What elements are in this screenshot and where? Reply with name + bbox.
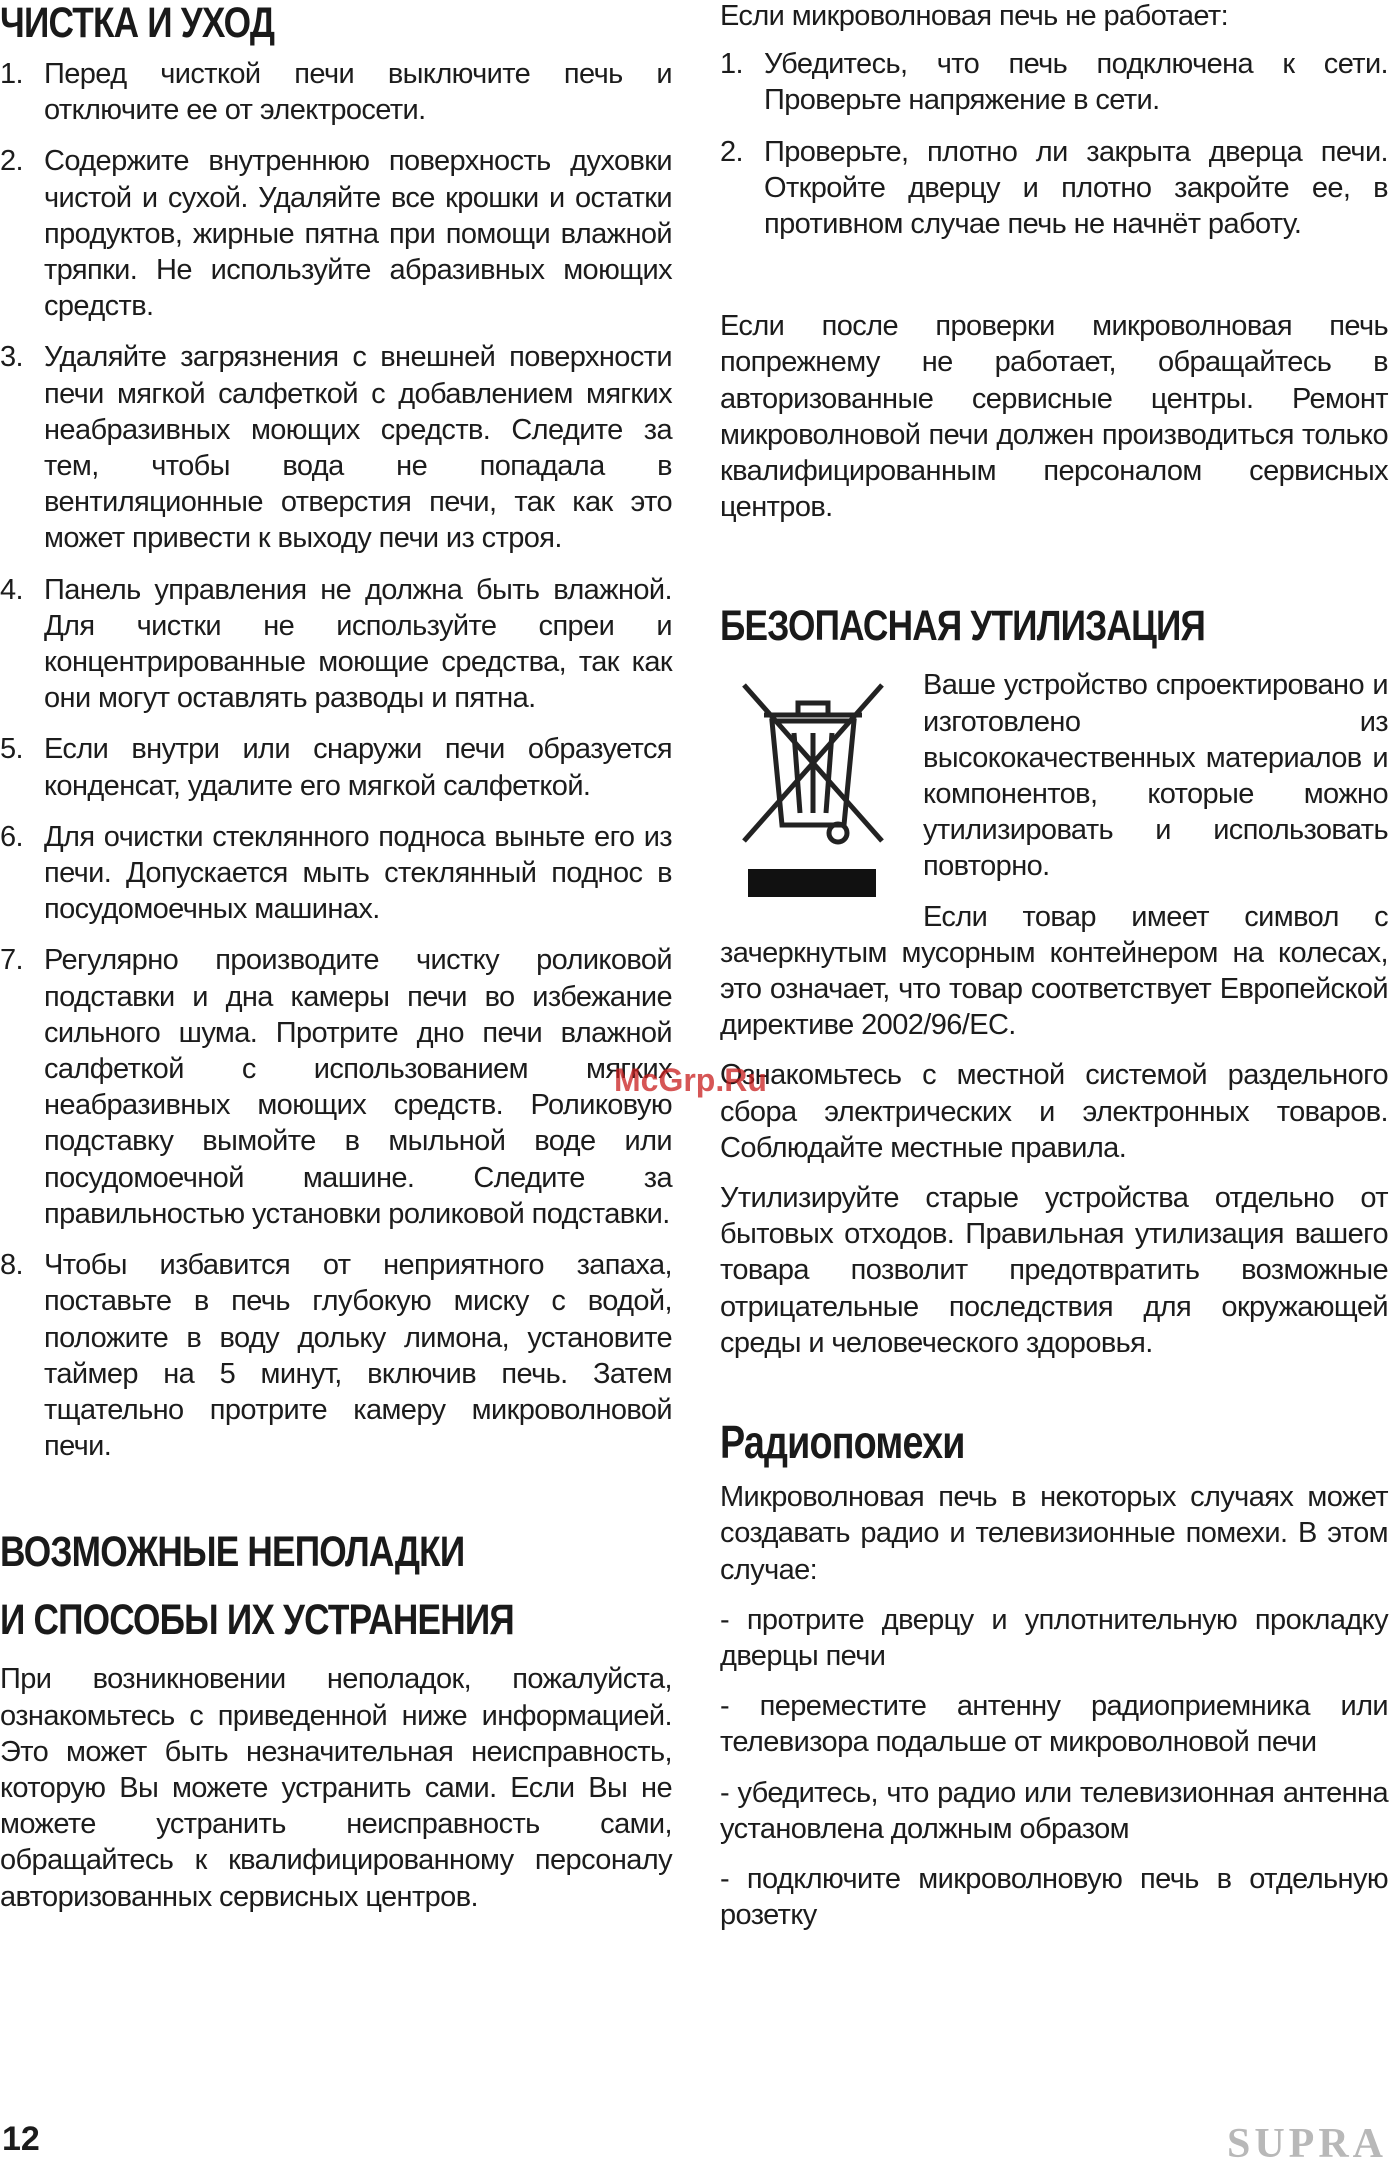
cleaning-heading: ЧИСТКА И УХОД xyxy=(0,0,275,47)
not-working-intro: Если микроволновая печь не работает: xyxy=(720,0,1229,32)
list-item: 8. Чтобы избавится от неприятного запаха, поставьте в печь глубокую миску с водой, положите в воду дольку лимона, установите таймер на 5 минут, включив печь. Затем тщательно протрите камеру микроволновой печи. xyxy=(0,1249,672,1463)
not-working-list xyxy=(720,46,1388,242)
cleaning-list xyxy=(0,56,672,1464)
disposal-paragraph-4: Утилизируйте старые устройства отдельно от бытовых отходов. Правильная утилизация вашего товара позволит предотвратить возможные отрицательные последствия для окружающей среды и человеческого здоровья. xyxy=(720,1182,1388,1359)
list-item: 4. Панель управления не должна быть влажной. Для чистки не используйте спреи и концентрированные моющие средства, так как они могут оставлять разводы и пятна. xyxy=(0,573,672,715)
radio-tip: - протрите дверцу и уплотнительную прокладку дверцы печи xyxy=(720,1603,1388,1672)
list-item: 7. Регулярно производите чистку роликовой подставки и дна камеры печи во избежание сильного шума. Протрите дно печи влажной салфеткой с использованием мягких неабразивных моющих средств. Роликовую подставку вымойте в мыльной воде или посудомоечной машине. Следите за правильностью установки роликовой подставки. xyxy=(0,944,672,1230)
brand-logo: SUPRA xyxy=(1226,2121,1387,2167)
left-column xyxy=(0,0,672,1915)
disposal-paragraph-2: Если товар имеет символ с зачеркнутым мусорным контейнером на колесах, это означает, что товар соответствует Европейской директиве 2002/96/ЕС. xyxy=(720,900,1388,1042)
troubleshooting-heading-line1: ВОЗМОЖНЫЕ НЕПОЛАДКИ xyxy=(0,1528,465,1577)
disposal-paragraph-3: Ознакомьтесь с местной системой раздельного сбора электрических и электронных товаров. Соблюдайте местные правила. xyxy=(720,1059,1388,1164)
list-item: 3. Удаляйте загрязнения с внешней поверхности печи мягкой салфеткой с добавлением мягких неабразивных моющих средств. Следите за тем, чтобы вода не попадала в вентиляционные отверстия печи, так как это может привести к выходу печи из строя. xyxy=(0,341,672,555)
radio-heading: Радиопомехи xyxy=(720,1416,965,1469)
right-column xyxy=(720,0,1388,1933)
disposal-paragraph-1: Ваше устройство спроектировано и изготовлено из высококачественных материалов и компонентов, которые можно утилизировать и использовать повторно. xyxy=(923,669,1388,883)
list-item: 1. Перед чисткой печи выключите печь и отключите ее от электросети. xyxy=(0,58,672,127)
crossed-bin-icon xyxy=(720,673,905,903)
list-item: 2. Проверьте, плотно ли закрыта дверца печи. Откройте дверцу и плотно закройте ее, в противном случае печь не начнёт работу. xyxy=(720,135,1388,241)
list-item: 2. Содержите внутреннюю поверхность духовки чистой и сухой. Удаляйте все крошки и остатки продуктов, жирные пятна при помощи влажной тряпки. Не используйте абразивных моющих средств. xyxy=(0,145,672,323)
list-item: 1. Убедитесь, что печь подключена к сети. Проверьте напряжение в сети. xyxy=(720,48,1388,117)
radio-tip: - переместите антенну радиоприемника или телевизора подальше от микроволновой печи xyxy=(720,1690,1388,1759)
radio-tip: - убедитесь, что радио или телевизионная антенна установлена должным образом xyxy=(720,1776,1388,1845)
disposal-heading: БЕЗОПАСНАЯ УТИЛИЗАЦИЯ xyxy=(720,602,1206,651)
radio-intro: Микроволновая печь в некоторых случаях может создавать радио и телевизионные помехи. В этом случае: xyxy=(720,1481,1388,1586)
list-item: 5. Если внутри или снаружи печи образуется конденсат, удалите его мягкой салфеткой. xyxy=(0,733,672,802)
watermark: McGrp.Ru xyxy=(614,1062,767,1098)
list-item: 6. Для очистки стеклянного подноса выньте его из печи. Допускается мыть стеклянный поднос в посудомоечных машинах. xyxy=(0,820,672,926)
service-paragraph: Если после проверки микроволновая печь попрежнему не работает, обращайтесь в авторизованные сервисные центры. Ремонт микроволновой печи должен производиться только квалифицированным персоналом сервисных центров. xyxy=(720,310,1388,524)
disposal-block xyxy=(720,667,1388,1361)
radio-tip: - подключите микроволновую печь в отдельную розетку xyxy=(720,1862,1388,1932)
troubleshooting-heading-line2: И СПОСОБЫ ИХ УСТРАНЕНИЯ xyxy=(0,1596,514,1645)
troubleshooting-intro: При возникновении неполадок, пожалуйста, ознакомьтесь с приведенной ниже информацией. Это может быть незначительная неисправность, которую Вы можете устранить сами. Если Вы не можете устранить неисправность сами, обращайтесь к квалифицированному персоналу авторизованных сервисных центров. xyxy=(0,1663,672,1913)
page-number: 12 xyxy=(2,2120,40,2158)
